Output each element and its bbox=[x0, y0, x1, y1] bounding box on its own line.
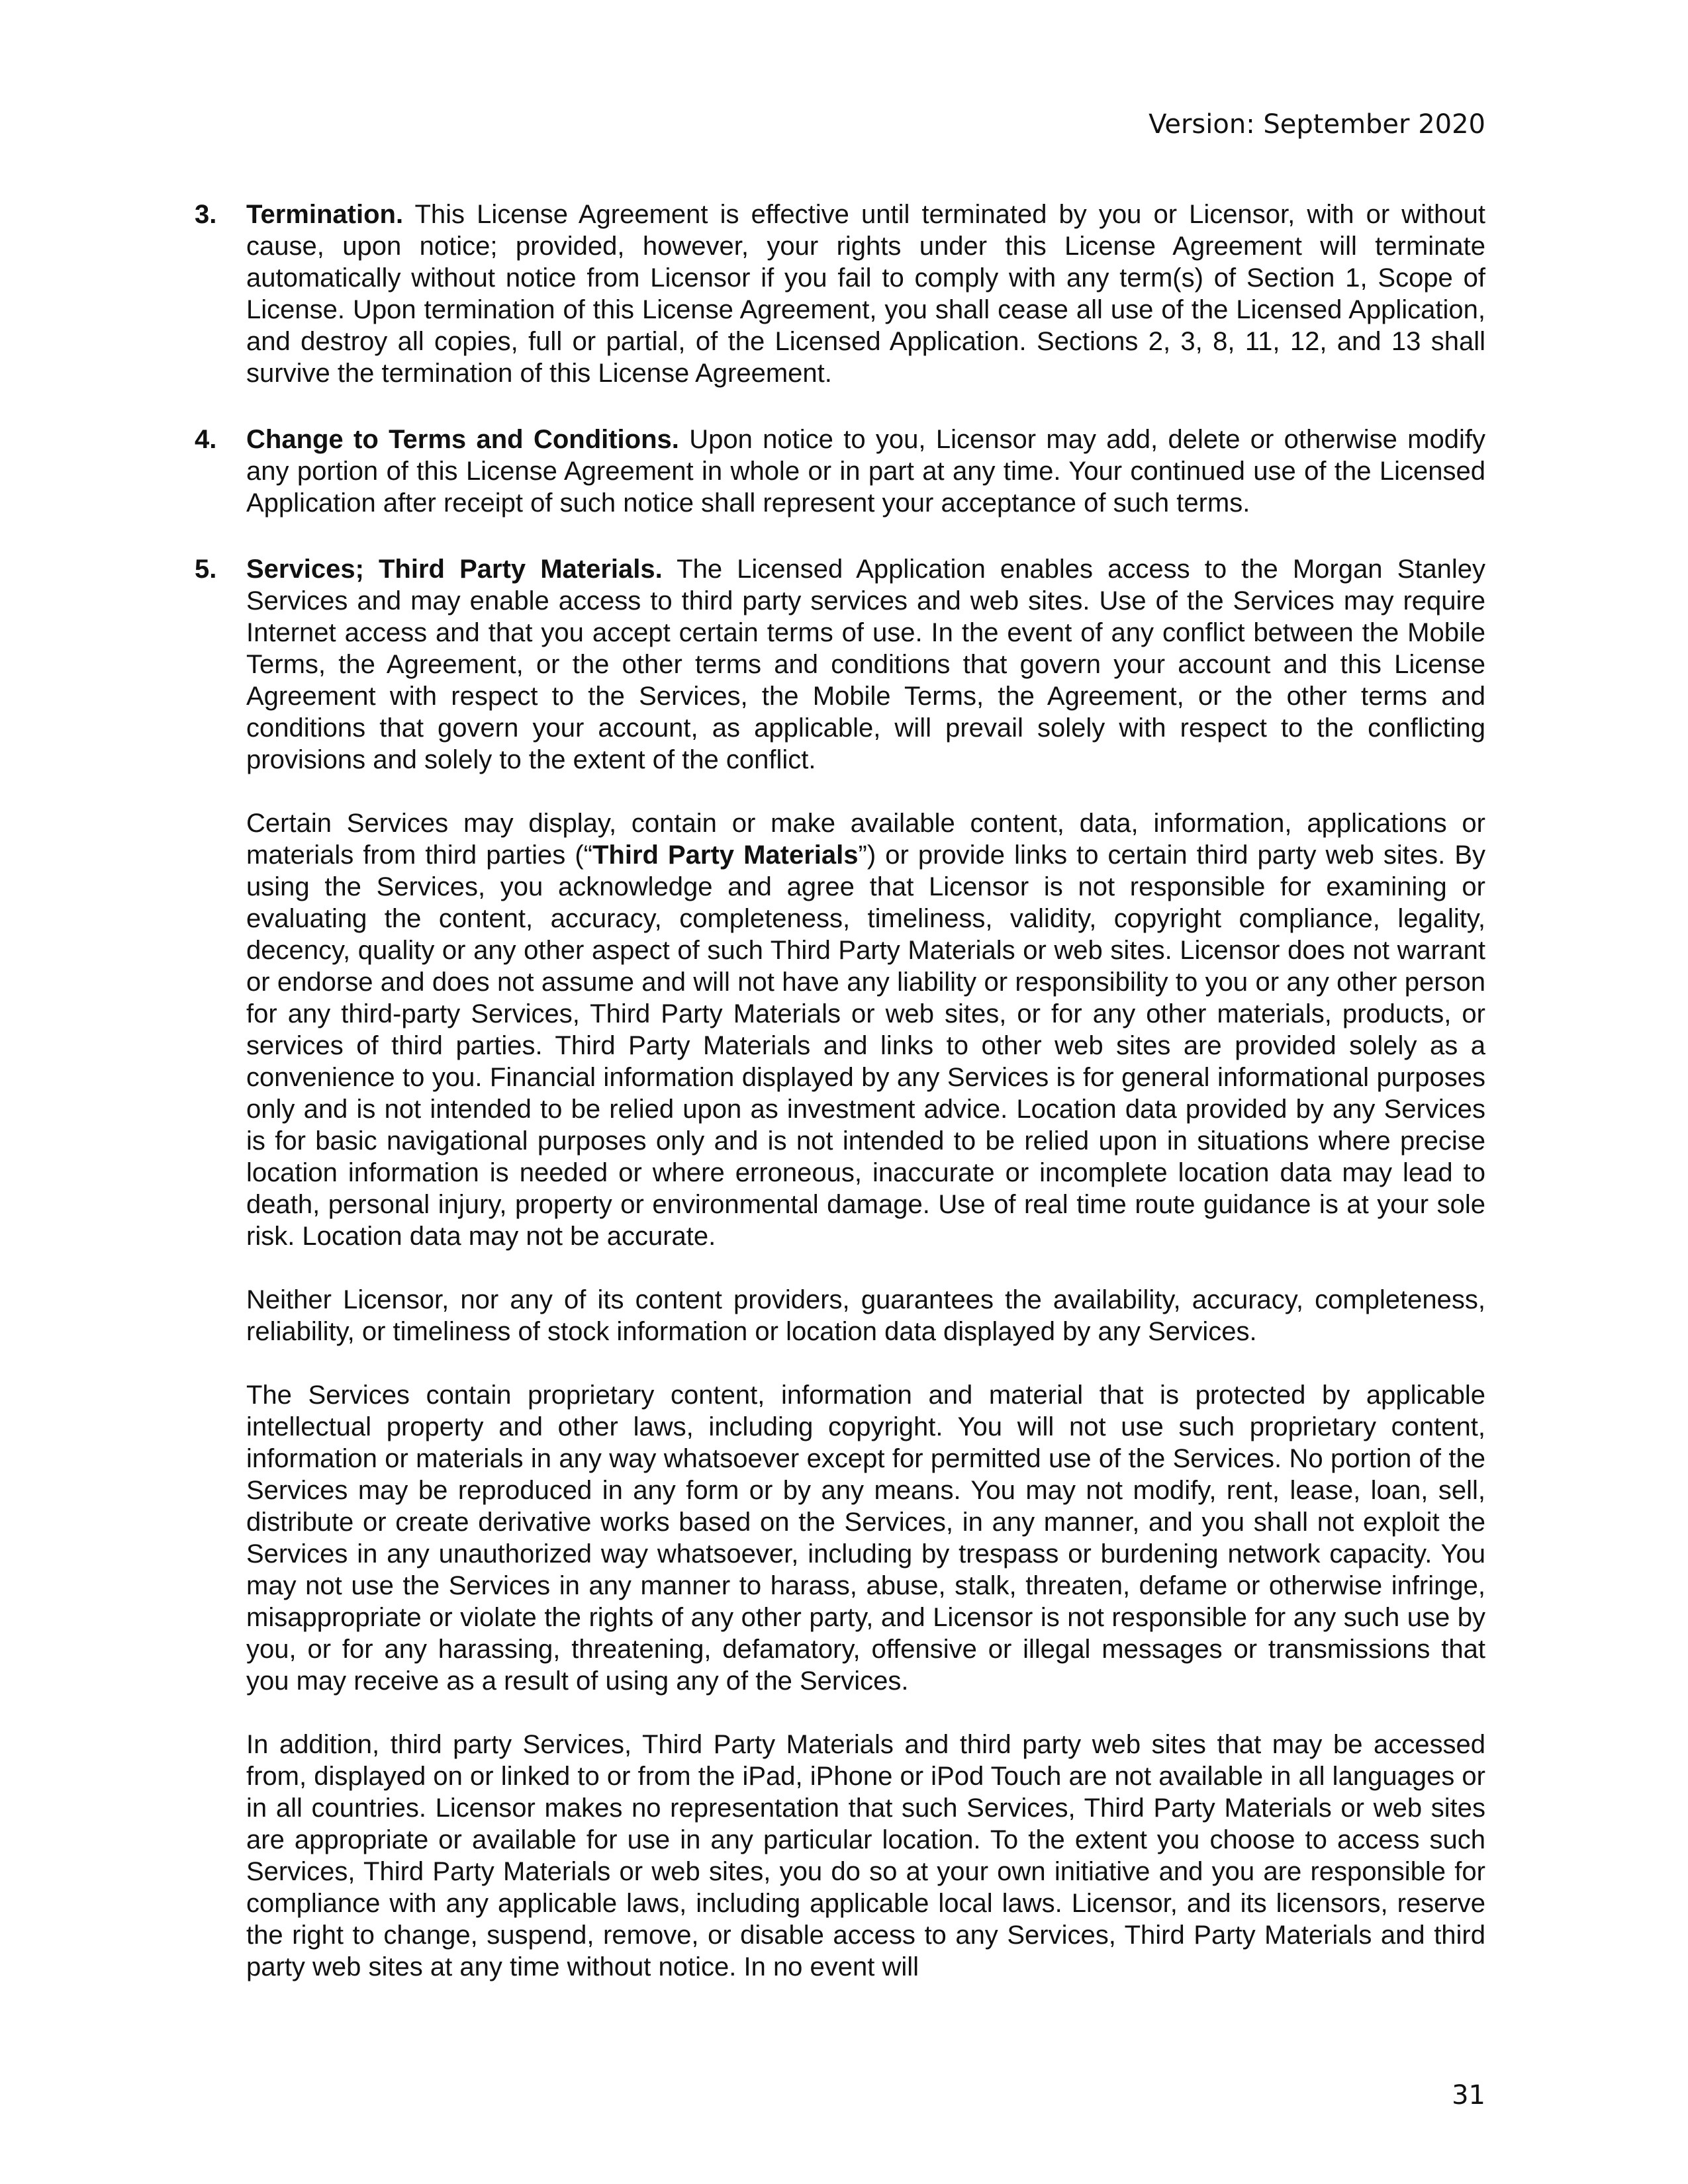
section-services-third-party bbox=[195, 553, 1485, 1983]
availability-paragraph: Neither Licensor, nor any of its content providers, guarantees the availability, accuracy, completeness, reliability, or timeliness of stock information or location data displayed by any Services. bbox=[246, 1285, 1485, 1346]
section-text: The Licensed Application enables access to the Morgan Stanley Services and may enable access to third party services and web sites. Use of the Services may require Internet access and that you accept certain terms of use. In the event of any conflict between the Mobile Terms, the Agreement, or the other terms and conditions that govern your account and this License Agreement with respect to the Services, the Mobile Terms, the Agreement, or the other terms and conditions that govern your account, as applicable, will prevail solely with respect to the conflicting provisions and solely to the extent of the conflict. bbox=[246, 555, 1485, 774]
section-paragraph bbox=[246, 553, 1485, 776]
section-text: This License Agreement is effective until terminated by you or Licensor, with or without cause, upon notice; provided, however, your rights under this License Agreement will terminate automatically without notice from Licensor if you fail to comply with any term(s) of Section 1, Scope of License. Upon termination of this License Agreement, you shall cease all use of the Licensed Application, and destroy all copies, full or partial, of the Licensed Application. Sections 2, 3, 8, 11, 12, and 13 shall survive the termination of this License Agreement. bbox=[246, 200, 1485, 388]
paragraph-text: ”) or provide links to certain third party web sites. By using the Services, you acknowledge and agree that Licensor is not responsible for examining or evaluating the content, accuracy, completeness, timeliness, validity, copyright compliance, legality, decency, quality or any other aspect of such Third Party Materials or web sites. Licensor does not warrant or endorse and does not assume and will not have any liability or responsibility to you or any other person for any third-party Services, Third Party Materials or web sites, or for any other materials, products, or services of third parties. Third Party Materials and links to other web sites are provided solely as a convenience to you. Financial information displayed by any Services is for general informational purposes only and is not intended to be relied upon as investment advice. Location data provided by any Services is for basic navigational purposes only and is not intended to be relied upon in situations where precise location information is needed or where erroneous, inaccurate or incomplete location data may lead to death, personal injury, property or environmental damage. Use of real time route guidance is at your sole risk. Location data may not be accurate. bbox=[246, 841, 1486, 1251]
document-body bbox=[195, 199, 1485, 2017]
paragraph-text: Certain Services may display, contain or make available content, data, information, applications or materials from third parties (“ bbox=[246, 809, 1485, 870]
section-body bbox=[246, 553, 1485, 1983]
section-number: 3. bbox=[195, 200, 217, 229]
section-heading: Termination. bbox=[246, 200, 404, 229]
section-paragraph bbox=[246, 424, 1485, 519]
section-paragraph bbox=[246, 199, 1485, 389]
section-body bbox=[246, 199, 1485, 389]
defined-term: Third Party Materials bbox=[592, 841, 859, 870]
version-label: Version: September 2020 bbox=[1149, 109, 1485, 140]
section-termination bbox=[195, 199, 1485, 389]
section-text: Upon notice to you, Licensor may add, delete or otherwise modify any portion of this License Agreement in whole or in part at any time. Your continued use of the Licensed Application after receipt of such notice shall represent your acceptance of such terms. bbox=[246, 425, 1485, 518]
section-body bbox=[246, 424, 1485, 519]
section-change-to-terms bbox=[195, 424, 1485, 519]
section-number: 4. bbox=[195, 425, 217, 454]
page-number: 31 bbox=[1452, 2080, 1485, 2111]
section-heading: Services; Third Party Materials. bbox=[246, 555, 663, 584]
section-heading: Change to Terms and Conditions. bbox=[246, 425, 679, 454]
third-party-materials-paragraph bbox=[246, 807, 1485, 1252]
section-number: 5. bbox=[195, 555, 217, 584]
additional-terms-paragraph: In addition, third party Services, Third Party Materials and third party web sites that may be accessed from, displayed on or linked to or from the iPad, iPhone or iPod Touch are not available in all languages or in all countries. Licensor makes no representation that such Services, Third Party Materials or web sites are appropriate or available for use in any particular location. To the extent you choose to access such Services, Third Party Materials or web sites, you do so at your own initiative and you are responsible for compliance with any applicable laws, including applicable local laws. Licensor, and its licensors, reserve the right to change, suspend, remove, or disable access to any Services, Third Party Materials and third party web sites at any time without notice. In no event will bbox=[246, 1730, 1485, 1981]
proprietary-content-paragraph: The Services contain proprietary content, information and material that is protected by applicable intellectual property and other laws, including copyright. You will not use such proprietary content, information or materials in any way whatsoever except for permitted use of the Services. No portion of the Services may be reproduced in any form or by any means. You may not modify, rent, lease, loan, sell, distribute or create derivative works based on the Services, in any manner, and you shall not exploit the Services in any unauthorized way whatsoever, including by trespass or burdening network capacity. You may not use the Services in any manner to harass, abuse, stalk, threaten, defame or otherwise infringe, misappropriate or violate the rights of any other party, and Licensor is not responsible for any such use by you, or for any harassing, threatening, defamatory, offensive or illegal messages or transmissions that you may receive as a result of using any of the Services. bbox=[246, 1381, 1485, 1696]
